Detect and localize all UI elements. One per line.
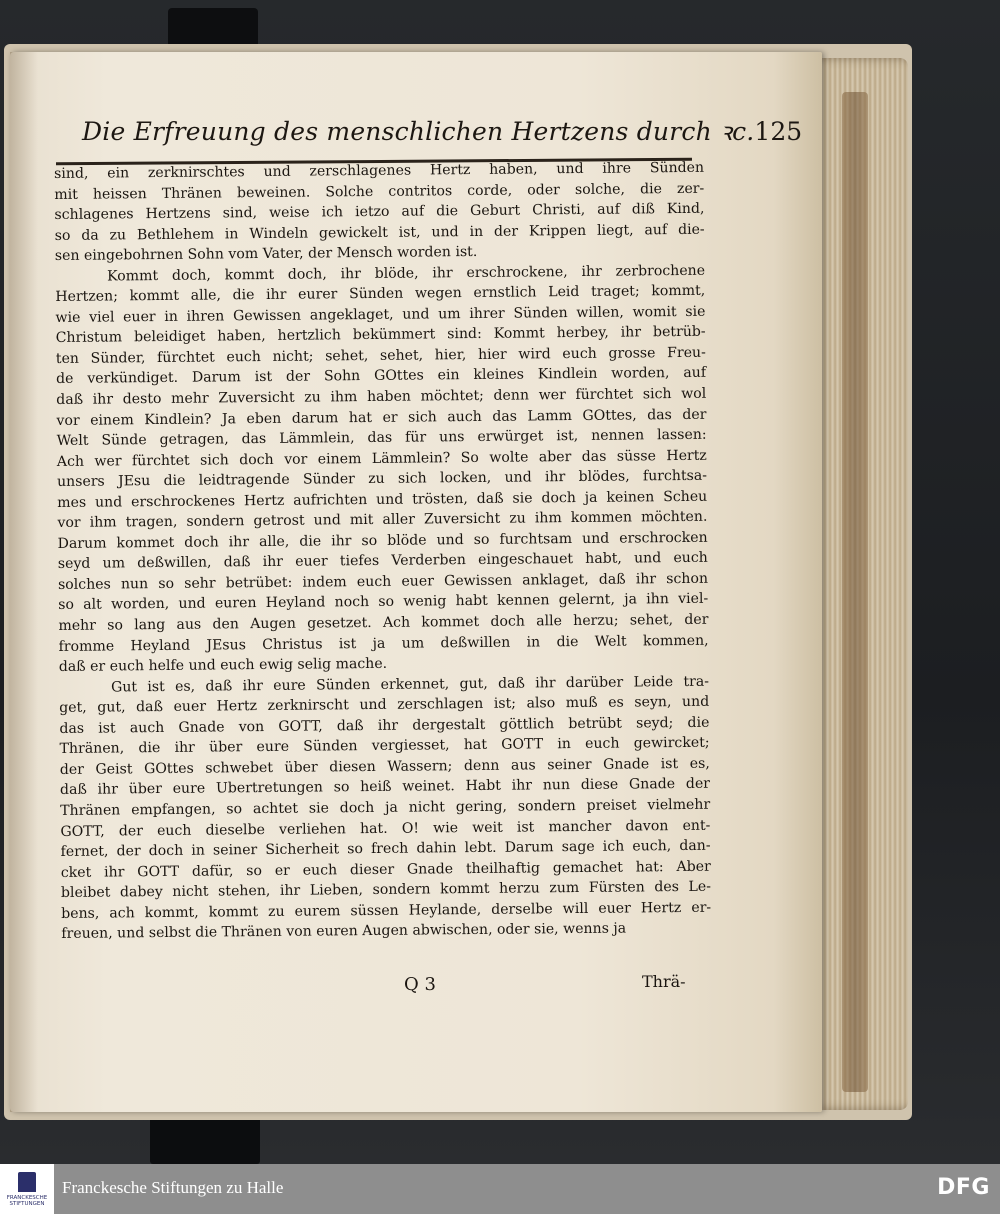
text-line: de verkündiget. Darum ist der Sohn GOttes ein kleines Kindlein worden, auf bbox=[55, 365, 707, 388]
text-line: fromme Heyland JEsus Christus ist ja um deßwillen in die Welt kommen, bbox=[58, 632, 709, 655]
text-line: bleibet dabey nicht stehen, ihr Lieben, sondern kommt herzu zum Fürsten des Le- bbox=[60, 878, 712, 902]
text-line: sind, ein zerknirschtes und zerschlagenes Hertz haben, und ihre Sünden bbox=[54, 159, 705, 182]
text-line: seyd um deßwillen, daß ihr euer tiefes Verderben eingeschauet habt, und euch bbox=[57, 550, 708, 573]
text-line: vor einem Kindlein? Ja eben darum hat er sich auch das Lamm GOttes, das der bbox=[56, 406, 707, 429]
text-line: Christum beleidiget haben, hertzlich bekümmert sind: Kommt herbey, ihr betrüb- bbox=[55, 324, 706, 347]
signature-mark: Q 3 bbox=[404, 974, 436, 995]
text-line: Darum kommet doch ihr alle, die ihr so blöde und so furchtsam und erschrocken bbox=[57, 529, 708, 552]
catchword: Thrä- bbox=[642, 972, 686, 991]
book-page bbox=[10, 52, 822, 1112]
text-line: Welt Sünde getragen, das Lämmlein, das für uns erwürget ist, nennen lassen: bbox=[56, 426, 707, 450]
text-line: bens, ach kommt, kommt zu eurem süssen Heylande, derselbe will euer Hertz er- bbox=[61, 899, 712, 922]
text-line: daß ihr desto mehr Zuversicht zu ihm haben möchtet; denn wer fürchtet sich wol bbox=[56, 385, 707, 409]
text-line: Thränen, die ihr über eure Sünden vergiesset, hat GOTT in euch gewircket; bbox=[59, 735, 710, 758]
text-line: GOTT, der euch dieselbe verliehen hat. O! wie weit ist mancher davon ent- bbox=[60, 817, 711, 840]
page-number: 125 bbox=[754, 117, 803, 146]
text-line: daß ihr über eure Ubertretungen so heiß weinet. Habt ihr nun diese Gnade der bbox=[59, 776, 711, 799]
text-line: Gut ist es, daß ihr eure Sünden erkennet, gut, daß ihr darüber Leide tra- bbox=[110, 673, 710, 696]
text-line: unsers JEsu die leidtragende Sünder zu sich locken, und ihr blödes, furchtsa- bbox=[56, 467, 708, 491]
logo-text-line1: FRANCKESCHE bbox=[6, 1194, 48, 1201]
text-line: solches nun so sehr betrübet: indem euch euer Gewissen anklaget, daß ihr schon bbox=[57, 570, 709, 593]
text-line: mehr so lang aus den Augen gesetzet. Ach kommet doch alle herzu; sehet, der bbox=[58, 611, 709, 635]
footer-banner bbox=[0, 1164, 1000, 1214]
dfg-logo[interactable]: DFG bbox=[937, 1175, 990, 1200]
text-line: freuen, und selbst die Thränen von euren Augen abwischen, oder sie, wenns ja bbox=[61, 920, 627, 943]
text-line: sen eingebohrnen Sohn vom Vater, der Mensch worden ist. bbox=[54, 244, 478, 265]
text-line: Thränen empfangen, so achtet sie doch ja nicht gering, sondern preiset vielmehr bbox=[60, 796, 711, 819]
text-line: cket ihr GOTT dafür, so er euch dieser Gnade theilhaftig gemachet hat: Aber bbox=[60, 858, 711, 881]
text-line: daß er euch helfe und euch ewig selig mache. bbox=[58, 655, 388, 676]
text-line: Hertzen; kommt alle, die ihr eurer Sünden wegen ernstlich Leid traget; kommt, bbox=[55, 283, 706, 306]
text-line: so da zu Bethlehem in Windeln gewickelt ist, und in der Krippen liegt, auf die- bbox=[54, 221, 705, 244]
text-line: so alt worden, und euren Heyland noch so wenig habt kennen gelernt, ja ihn viel- bbox=[58, 591, 709, 614]
text-line: get, gut, daß euer Hertz zerknirscht und zerschlagen ist; also muß es seyn, und bbox=[59, 693, 710, 717]
text-line: fernet, der doch in seiner Sicherheit so frech dahin lebt. Darum sage ich euch, dan- bbox=[60, 837, 711, 861]
franckesche-logo[interactable] bbox=[0, 1164, 54, 1214]
running-title: Die Erfreuung des menschlichen Hertzens durch ꝛc. bbox=[82, 117, 755, 146]
gutter-shadow bbox=[10, 52, 38, 1112]
text-line: ten Sünder, fürchtet euch nicht; sehet, sehet, hier, hier wird euch grosse Freu- bbox=[55, 344, 706, 367]
text-line: wie viel euer in ihren Gewissen angeklaget, und um ihrer Sünden willen, womit sie bbox=[55, 303, 706, 326]
institution-name: Franckesche Stiftungen zu Halle bbox=[62, 1178, 284, 1197]
text-line: das ist auch Gnade von GOTT, daß ihr dergestalt göttlich betrübt seyd; die bbox=[59, 714, 710, 737]
text-line: Kommt doch, kommt doch, ihr blöde, ihr erschrockene, ihr zerbrochene bbox=[107, 262, 706, 285]
book-binding bbox=[842, 92, 868, 1092]
logo-building-icon bbox=[18, 1172, 36, 1192]
text-line: mes und erschrockenes Hertz aufrichten und trösten, daß sie doch ja keinen Scheu bbox=[57, 488, 708, 511]
text-line: mit heissen Thränen beweinen. Solche contritos corde, oder solche, die zer- bbox=[54, 180, 705, 203]
body-text bbox=[54, 158, 711, 945]
logo-text-line2: STIFTUNGEN bbox=[9, 1200, 45, 1207]
text-line: vor ihm tragen, sondern getrost und mit aller Zuversicht zu ihm kommen möchten. bbox=[57, 509, 708, 532]
running-head bbox=[82, 114, 803, 160]
text-line: Ach wer fürchtet sich doch vor einem Lämmlein? So wolte aber das süsse Hertz bbox=[56, 447, 707, 470]
logo-text bbox=[7, 1195, 48, 1207]
text-line: der Geist GOttes schwebet über diesen Wassern; denn aus seiner Gnade ist es, bbox=[59, 755, 710, 778]
text-line: schlagenes Hertzens sind, weise ich ietzo auf die Geburt Christi, auf diß Kind, bbox=[54, 200, 705, 224]
